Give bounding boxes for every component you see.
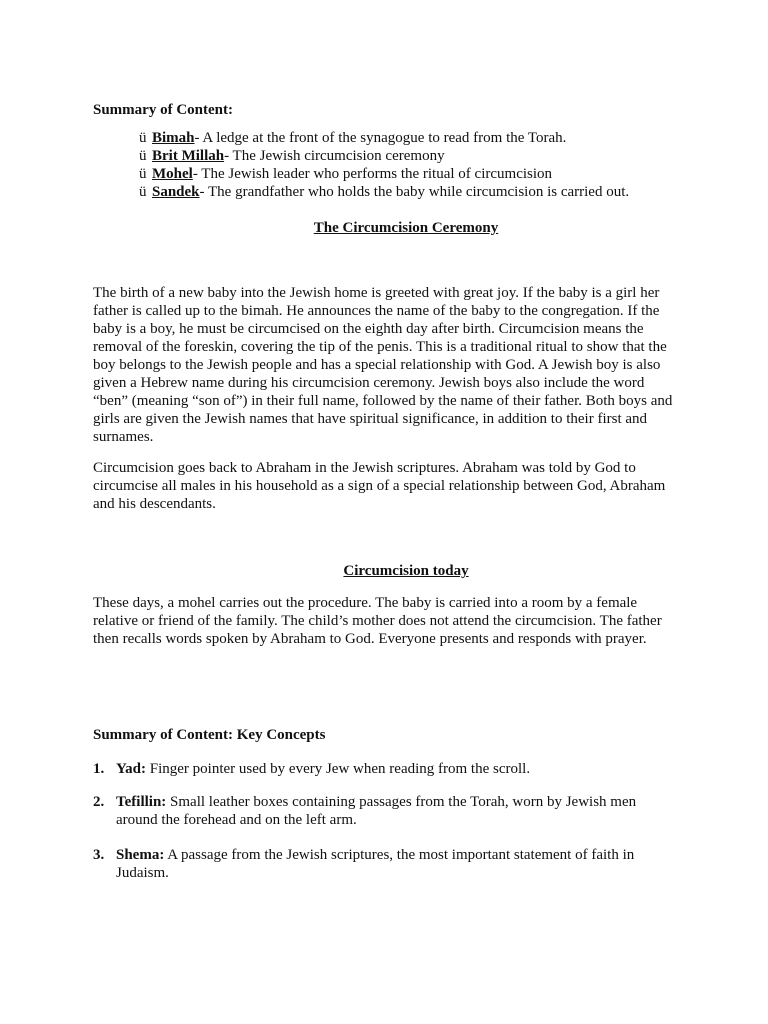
ceremony-paragraph-1: The birth of a new baby into the Jewish home is greeted with great joy. If the baby is a girl her father is called up to the bimah. He announces the name of the baby to the congregation. If the baby is a boy, he must be circumcised on the eighth day after birth. Circumcision means the removal of the foreskin, covering the tip of the penis. This is a traditional ritual to show that the boy belongs to the Jewish people and has a special relationship with God. A Jewish boy is also given a Hebrew name during his circumcision ceremony. Jewish boys also include the word “ben” (meaning “son of”) in their full name, followed by the name of their father. Both boys and girls are given the Jewish names that have spiritual significance, in addition to their first and surnames. — [93, 285, 673, 445]
item-number: 1. — [93, 761, 105, 777]
glossary-definition: - The Jewish leader who performs the ritual of circumcision — [192, 166, 553, 182]
glossary-definition: - The Jewish circumcision ceremony — [224, 148, 445, 164]
key-concept-definition: Finger pointer used by every Jew when reading from the scroll. — [146, 761, 531, 777]
item-number: 2. — [93, 794, 105, 810]
key-concepts-heading: Summary of Content: Key Concepts — [93, 727, 326, 743]
glossary-item-bimah — [139, 129, 699, 147]
key-concept-term: Shema: — [116, 847, 165, 863]
key-concept-body — [116, 793, 676, 829]
key-concept-definition: A passage from the Jewish scriptures, the most important statement of faith in Judaism. — [116, 847, 635, 881]
checkmark-bullet-icon: ü — [139, 166, 147, 182]
glossary-term: Brit Millah — [152, 148, 225, 164]
key-concept-body — [116, 846, 676, 882]
key-concept-body — [116, 760, 676, 778]
ceremony-paragraph-2: Circumcision goes back to Abraham in the Jewish scriptures. Abraham was told by God to circumcise all males in his household as a sign of a special relationship between God, Abraham and his descendants. — [93, 460, 666, 512]
circumcision-today-paragraph: These days, a mohel carries out the procedure. The baby is carried into a room by a female relative or friend of the family. The child’s mother does not attend the circumcision. The father then recalls words spoken by Abraham to God. Everyone presents and responds with prayer. — [93, 595, 662, 647]
glossary-term: Mohel — [152, 166, 193, 182]
key-concept-term: Tefillin: — [116, 794, 167, 810]
glossary-definition: - The grandfather who holds the baby while circumcision is carried out. — [199, 184, 630, 200]
checkmark-bullet-icon: ü — [139, 148, 147, 164]
summary-heading: Summary of Content: — [93, 102, 233, 118]
glossary-term: Sandek — [152, 184, 200, 200]
ceremony-heading: The Circumcision Ceremony — [313, 220, 499, 236]
item-number: 3. — [93, 847, 105, 863]
glossary-definition: - A ledge at the front of the synagogue to read from the Torah. — [194, 130, 567, 146]
glossary-list — [139, 129, 699, 201]
key-concept-term: Yad: — [116, 761, 147, 777]
checkmark-bullet-icon: ü — [139, 184, 147, 200]
circumcision-today-heading: Circumcision today — [343, 563, 469, 579]
glossary-item-sandek — [139, 183, 699, 201]
glossary-item-brit-millah — [139, 147, 699, 165]
glossary-item-mohel — [139, 165, 699, 183]
glossary-term: Bimah — [152, 130, 195, 146]
checkmark-bullet-icon: ü — [139, 130, 147, 146]
key-concept-definition: Small leather boxes containing passages from the Torah, worn by Jewish men around the forehead and on the left arm. — [116, 794, 637, 828]
